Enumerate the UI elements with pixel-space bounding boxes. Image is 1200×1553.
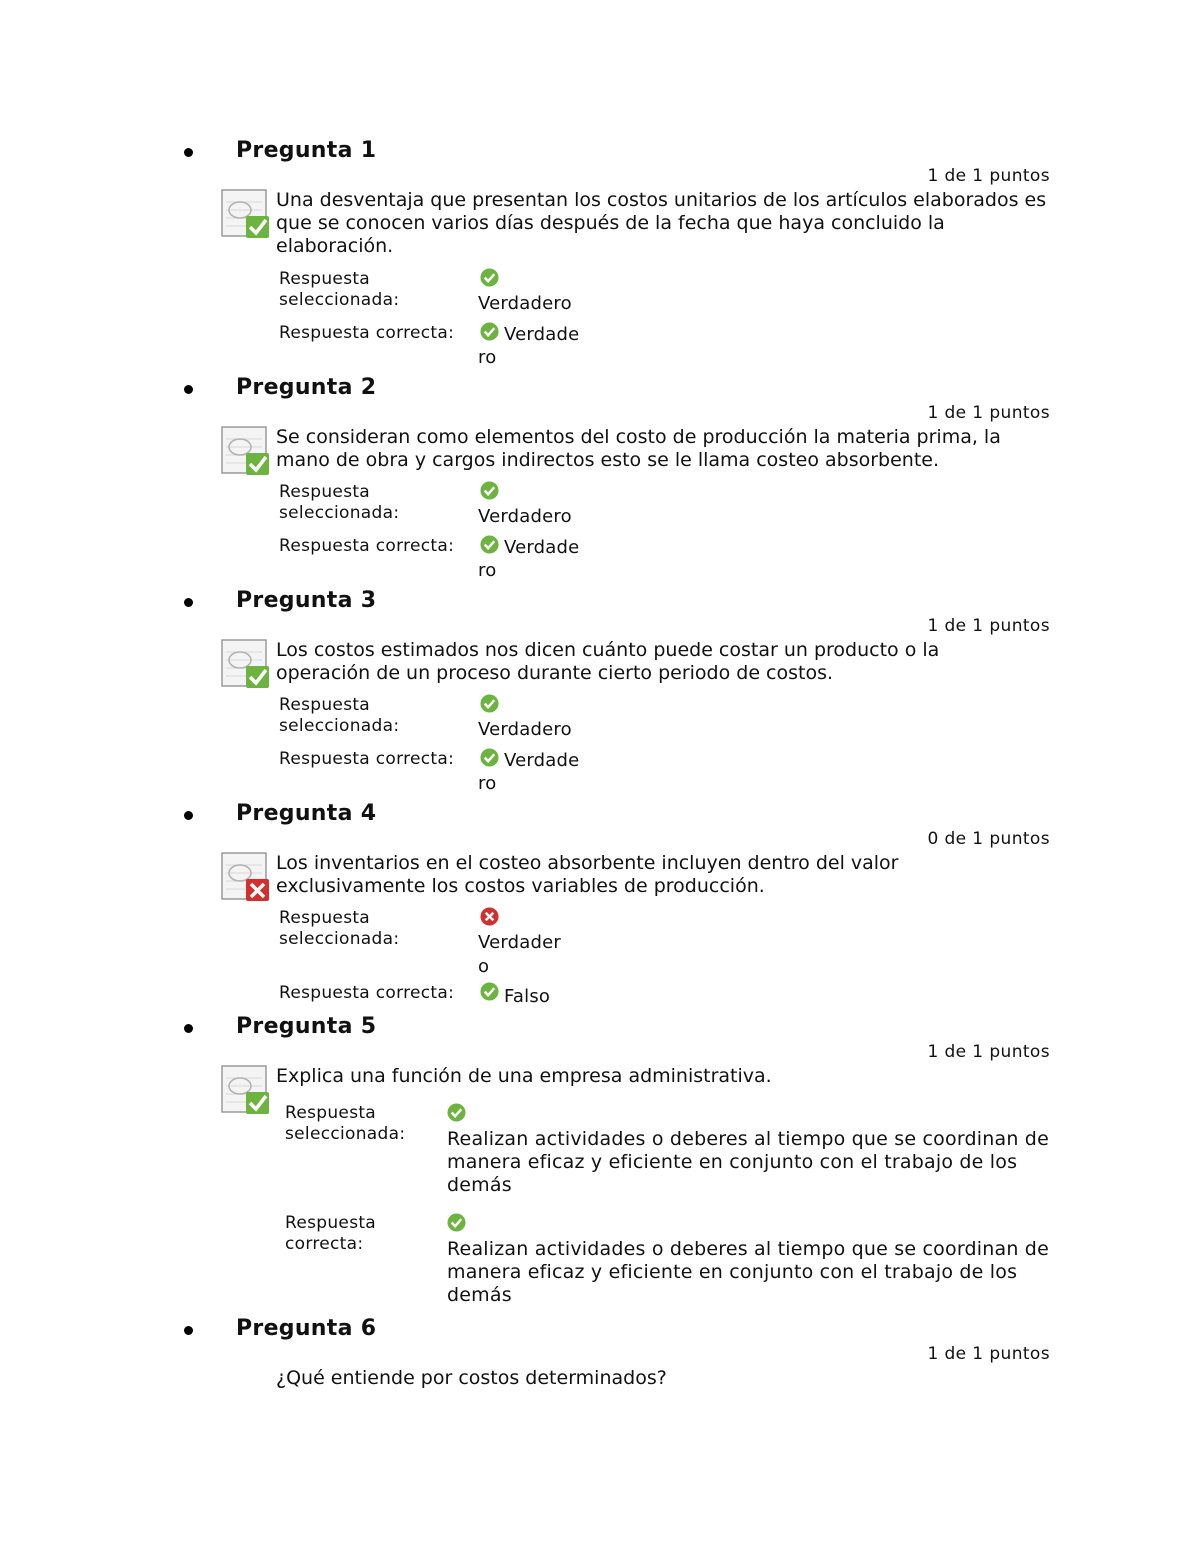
check-circle-icon	[480, 748, 499, 767]
bullet	[184, 148, 193, 157]
graded-correct-icon	[220, 638, 272, 690]
question-points: 1 de 1 puntos	[927, 403, 1050, 423]
selected-answer: Realizan actividades o deberes al tiempo que se coordinan de manera eficaz y eficiente en conjunto con el trabajo de los demás	[447, 1128, 1049, 1196]
question-title: Pregunta 3	[236, 588, 377, 613]
correct-answer-label: Respuesta correcta:	[285, 1213, 377, 1254]
correct-answer-line-1: Verdade	[504, 537, 580, 558]
correct-answer: Realizan actividades o deberes al tiempo que se coordinan de manera eficaz y eficiente en conjunto con el trabajo de los demás	[447, 1238, 1049, 1306]
question-title: Pregunta 2	[236, 375, 377, 400]
bullet	[184, 1024, 193, 1033]
selected-answer-line-1: Verdader	[478, 932, 562, 953]
selected-answer: Verdadero	[478, 293, 572, 314]
correct-answer-line-1: Verdade	[504, 750, 580, 771]
question-title: Pregunta 6	[236, 1316, 377, 1341]
question-text: Una desventaja que presentan los costos unitarios de los artículos elaborados es que se conocen varios días después de la fecha que haya concluido la elaboración.	[276, 189, 1047, 257]
question-points: 1 de 1 puntos	[927, 166, 1050, 186]
selected-answer-label: Respuesta seleccionada:	[279, 695, 400, 736]
bullet	[184, 1326, 193, 1335]
question-text: ¿Qué entiende por costos determinados?	[276, 1367, 667, 1389]
question-text: Los inventarios en el costeo absorbente incluyen dentro del valor exclusivamente los costos variables de producción.	[276, 852, 899, 897]
correct-answer-label: Respuesta correcta:	[279, 323, 455, 343]
correct-answer-line-2: ro	[478, 347, 497, 368]
selected-answer: Verdadero	[478, 506, 572, 527]
check-circle-icon	[447, 1213, 466, 1232]
check-circle-icon	[480, 982, 499, 1001]
x-circle-icon	[480, 907, 499, 926]
question-points: 1 de 1 puntos	[927, 1042, 1050, 1062]
correct-answer-label: Respuesta correcta:	[279, 749, 455, 769]
correct-answer-line-1: Verdade	[504, 324, 580, 345]
question-title: Pregunta 4	[236, 801, 377, 826]
question-points: 1 de 1 puntos	[927, 616, 1050, 636]
correct-answer-label: Respuesta correcta:	[279, 536, 455, 556]
question-points: 0 de 1 puntos	[927, 829, 1050, 849]
graded-correct-icon	[220, 425, 272, 477]
check-circle-icon	[447, 1103, 466, 1122]
graded-incorrect-icon	[220, 851, 272, 903]
check-circle-icon	[480, 268, 499, 287]
correct-answer-label: Respuesta correcta:	[279, 983, 455, 1003]
selected-answer-label: Respuesta seleccionada:	[279, 482, 400, 523]
question-text: Los costos estimados nos dicen cuánto puede costar un producto o la operación de un proceso durante cierto periodo de costos.	[276, 639, 940, 684]
check-circle-icon	[480, 322, 499, 341]
check-circle-icon	[480, 694, 499, 713]
question-points: 1 de 1 puntos	[927, 1344, 1050, 1364]
graded-correct-icon	[220, 188, 272, 240]
selected-answer-label: Respuesta seleccionada:	[279, 908, 400, 949]
graded-correct-icon	[220, 1064, 272, 1116]
selected-answer-label: Respuesta seleccionada:	[285, 1103, 406, 1144]
bullet	[184, 811, 193, 820]
correct-answer-line-2: ro	[478, 560, 497, 581]
selected-answer: Verdadero	[478, 719, 572, 740]
question-text: Explica una función de una empresa administrativa.	[276, 1065, 772, 1087]
correct-answer-line-2: ro	[478, 773, 497, 794]
check-circle-icon	[480, 481, 499, 500]
selected-answer-line-2: o	[478, 956, 490, 977]
question-title: Pregunta 5	[236, 1014, 377, 1039]
correct-answer: Falso	[504, 986, 551, 1007]
bullet	[184, 385, 193, 394]
check-circle-icon	[480, 535, 499, 554]
selected-answer-label: Respuesta seleccionada:	[279, 269, 400, 310]
question-text: Se consideran como elementos del costo de producción la materia prima, la mano de obra y cargos indirectos esto se le llama costeo absorbente.	[276, 426, 1001, 471]
bullet	[184, 598, 193, 607]
question-title: Pregunta 1	[236, 138, 377, 163]
